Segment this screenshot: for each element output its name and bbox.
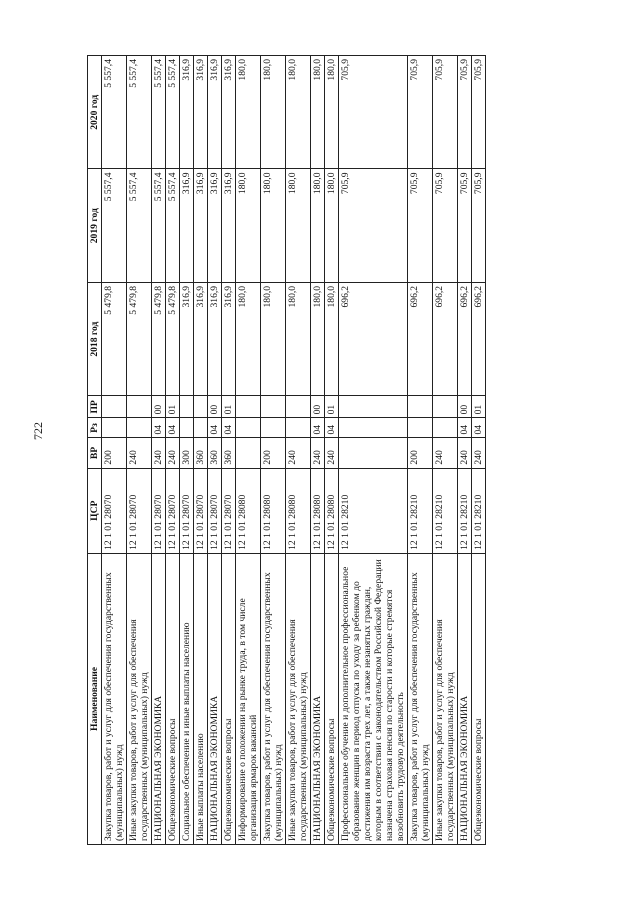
header-2018: 2018 год: [88, 282, 102, 395]
cell-name: Общеэкономические вопросы: [166, 553, 180, 844]
cell-pr: [433, 396, 458, 418]
cell-2020: 180,0: [325, 56, 339, 170]
table-row: [222, 56, 236, 845]
cell-2018: 316,9: [222, 282, 236, 395]
table-row: [102, 56, 127, 845]
cell-2020: 5 557,4: [152, 56, 166, 170]
table-row: [261, 56, 286, 845]
cell-name: Закупка товаров, работ и услуг для обеспечения государственных (муниципальных) нужд: [261, 553, 286, 844]
cell-2019: 5 557,4: [102, 169, 127, 282]
cell-rz: [102, 418, 127, 438]
cell-2020: 705,9: [433, 56, 458, 170]
cell-vr: 200: [408, 438, 433, 468]
cell-2020: 316,9: [194, 56, 208, 170]
cell-csr: 12 1 01 28070: [127, 468, 152, 553]
table-header-row: [88, 56, 102, 845]
cell-2020: 316,9: [208, 56, 222, 170]
table-row: [286, 56, 311, 845]
header-2020: 2020 год: [88, 56, 102, 170]
cell-name: Иные закупки товаров, работ и услуг для обеспечения государственных (муниципальных) нужд: [127, 553, 152, 844]
cell-name: Иные закупки товаров, работ и услуг для обеспечения государственных (муниципальных) нужд: [433, 553, 458, 844]
cell-rz: 04: [222, 418, 236, 438]
cell-2019: 5 557,4: [166, 169, 180, 282]
cell-2020: 180,0: [261, 56, 286, 170]
cell-pr: 01: [325, 396, 339, 418]
cell-pr: 01: [222, 396, 236, 418]
cell-2019: 180,0: [325, 169, 339, 282]
header-pr: ПР: [88, 396, 102, 418]
header-csr: ЦСР: [88, 468, 102, 553]
cell-vr: 240: [433, 438, 458, 468]
cell-2019: 316,9: [194, 169, 208, 282]
cell-pr: 00: [152, 396, 166, 418]
cell-2020: 180,0: [286, 56, 311, 170]
cell-csr: 12 1 01 28210: [458, 468, 472, 553]
cell-vr: 360: [194, 438, 208, 468]
table-row: [180, 56, 194, 845]
cell-pr: [194, 396, 208, 418]
cell-2020: 705,9: [408, 56, 433, 170]
cell-csr: 12 1 01 28070: [222, 468, 236, 553]
cell-name: Общеэкономические вопросы: [222, 553, 236, 844]
cell-2018: 696,2: [408, 282, 433, 395]
cell-vr: [339, 438, 408, 468]
cell-name: Общеэкономические вопросы: [325, 553, 339, 844]
table-row: [127, 56, 152, 845]
cell-2019: 5 557,4: [152, 169, 166, 282]
cell-csr: 12 1 01 28070: [180, 468, 194, 553]
cell-csr: 12 1 01 28070: [152, 468, 166, 553]
table-row: [194, 56, 208, 845]
cell-csr: 12 1 01 28080: [236, 468, 261, 553]
cell-csr: 12 1 01 28080: [325, 468, 339, 553]
table-row: [433, 56, 458, 845]
cell-2018: 5 479,8: [102, 282, 127, 395]
cell-2020: 5 557,4: [102, 56, 127, 170]
cell-name: Иные выплаты населению: [194, 553, 208, 844]
cell-rz: 04: [311, 418, 325, 438]
cell-csr: 12 1 01 28070: [194, 468, 208, 553]
cell-2019: 180,0: [236, 169, 261, 282]
table-row: [152, 56, 166, 845]
cell-2020: 5 557,4: [166, 56, 180, 170]
cell-2020: 705,9: [339, 56, 408, 170]
table-body: [102, 56, 486, 845]
cell-2018: 316,9: [194, 282, 208, 395]
table-row: [208, 56, 222, 845]
cell-2019: 705,9: [433, 169, 458, 282]
cell-vr: [236, 438, 261, 468]
cell-rz: [433, 418, 458, 438]
cell-2018: 316,9: [208, 282, 222, 395]
table-row: [166, 56, 180, 845]
cell-csr: 12 1 01 28210: [472, 468, 486, 553]
cell-rz: [286, 418, 311, 438]
cell-rz: [261, 418, 286, 438]
cell-pr: 01: [472, 396, 486, 418]
budget-table: [87, 55, 486, 845]
cell-vr: 200: [102, 438, 127, 468]
cell-2018: 696,2: [339, 282, 408, 395]
cell-rz: 04: [472, 418, 486, 438]
cell-rz: 04: [458, 418, 472, 438]
cell-vr: 240: [286, 438, 311, 468]
header-rz: Рз: [88, 418, 102, 438]
cell-2019: 316,9: [180, 169, 194, 282]
cell-csr: 12 1 01 28210: [339, 468, 408, 553]
cell-name: Информирование о положении на рынке труда, в том числе организация ярмарок вакансий: [236, 553, 261, 844]
cell-rz: [127, 418, 152, 438]
cell-2018: 180,0: [286, 282, 311, 395]
cell-2020: 316,9: [222, 56, 236, 170]
table-row: [408, 56, 433, 845]
cell-vr: 240: [166, 438, 180, 468]
cell-2019: 180,0: [286, 169, 311, 282]
cell-csr: 12 1 01 28070: [166, 468, 180, 553]
cell-2019: 5 557,4: [127, 169, 152, 282]
cell-2019: 180,0: [261, 169, 286, 282]
cell-rz: [408, 418, 433, 438]
cell-rz: [180, 418, 194, 438]
cell-2018: 180,0: [311, 282, 325, 395]
cell-2018: 696,2: [433, 282, 458, 395]
cell-pr: [261, 396, 286, 418]
cell-2020: 316,9: [180, 56, 194, 170]
page-number: 722: [31, 422, 45, 440]
cell-name: Социальное обеспечение и иные выплаты населению: [180, 553, 194, 844]
cell-name: НАЦИОНАЛЬНАЯ ЭКОНОМИКА: [208, 553, 222, 844]
cell-2019: 316,9: [208, 169, 222, 282]
cell-2019: 705,9: [408, 169, 433, 282]
cell-2018: 180,0: [236, 282, 261, 395]
cell-2018: 696,2: [458, 282, 472, 395]
cell-2018: 5 479,8: [152, 282, 166, 395]
cell-2018: 180,0: [325, 282, 339, 395]
cell-name: НАЦИОНАЛЬНАЯ ЭКОНОМИКА: [152, 553, 166, 844]
cell-name: Профессиональное обучение и дополнительное профессиональное образование женщин в период отпуска по уходу за ребенком до достижения им возраста трех лет, а также незанятых граждан, которым в соответствии с законодательством Российской Федерации назначена страховая пенсия по старости и которые стремятся возобновить трудовую деятельность: [339, 553, 408, 844]
cell-vr: 240: [152, 438, 166, 468]
cell-rz: 04: [152, 418, 166, 438]
table-row: [236, 56, 261, 845]
cell-name: Закупка товаров, работ и услуг для обеспечения государственных (муниципальных) нужд: [408, 553, 433, 844]
cell-csr: 12 1 01 28210: [408, 468, 433, 553]
cell-2019: 705,9: [339, 169, 408, 282]
cell-pr: [102, 396, 127, 418]
cell-2019: 705,9: [472, 169, 486, 282]
cell-2018: 5 479,8: [127, 282, 152, 395]
cell-pr: [180, 396, 194, 418]
cell-name: НАЦИОНАЛЬНАЯ ЭКОНОМИКА: [458, 553, 472, 844]
rotated-table-container: [87, 55, 562, 845]
header-2019: 2019 год: [88, 169, 102, 282]
cell-name: Закупка товаров, работ и услуг для обеспечения государственных (муниципальных) нужд: [102, 553, 127, 844]
cell-vr: 240: [458, 438, 472, 468]
cell-pr: [127, 396, 152, 418]
cell-2020: 180,0: [236, 56, 261, 170]
cell-2019: 180,0: [311, 169, 325, 282]
cell-rz: [194, 418, 208, 438]
cell-2018: 316,9: [180, 282, 194, 395]
table-row: [311, 56, 325, 845]
cell-rz: [236, 418, 261, 438]
cell-2020: 705,9: [458, 56, 472, 170]
cell-vr: 200: [261, 438, 286, 468]
table-row: [472, 56, 486, 845]
cell-vr: 240: [325, 438, 339, 468]
cell-name: НАЦИОНАЛЬНАЯ ЭКОНОМИКА: [311, 553, 325, 844]
cell-2018: 180,0: [261, 282, 286, 395]
cell-pr: [236, 396, 261, 418]
cell-pr: [408, 396, 433, 418]
cell-2020: 180,0: [311, 56, 325, 170]
cell-rz: 04: [208, 418, 222, 438]
cell-pr: 00: [311, 396, 325, 418]
cell-vr: 240: [472, 438, 486, 468]
cell-csr: 12 1 01 28070: [102, 468, 127, 553]
cell-vr: 360: [222, 438, 236, 468]
cell-rz: [339, 418, 408, 438]
cell-pr: [286, 396, 311, 418]
cell-2020: 5 557,4: [127, 56, 152, 170]
cell-rz: 04: [325, 418, 339, 438]
cell-name: Общеэкономические вопросы: [472, 553, 486, 844]
cell-pr: 01: [166, 396, 180, 418]
cell-2018: 696,2: [472, 282, 486, 395]
cell-2018: 5 479,8: [166, 282, 180, 395]
cell-pr: 00: [208, 396, 222, 418]
cell-csr: 12 1 01 28070: [208, 468, 222, 553]
cell-csr: 12 1 01 28210: [433, 468, 458, 553]
cell-csr: 12 1 01 28080: [311, 468, 325, 553]
cell-2019: 705,9: [458, 169, 472, 282]
cell-pr: [339, 396, 408, 418]
header-name: Наименование: [88, 553, 102, 844]
cell-pr: 00: [458, 396, 472, 418]
cell-vr: 300: [180, 438, 194, 468]
cell-vr: 240: [127, 438, 152, 468]
cell-rz: 04: [166, 418, 180, 438]
cell-2020: 705,9: [472, 56, 486, 170]
cell-csr: 12 1 01 28080: [286, 468, 311, 553]
cell-csr: 12 1 01 28080: [261, 468, 286, 553]
header-vr: ВР: [88, 438, 102, 468]
table-row: [458, 56, 472, 845]
table-row: [339, 56, 408, 845]
cell-2019: 316,9: [222, 169, 236, 282]
table-row: [325, 56, 339, 845]
cell-name: Иные закупки товаров, работ и услуг для обеспечения государственных (муниципальных) нужд: [286, 553, 311, 844]
cell-vr: 240: [311, 438, 325, 468]
cell-vr: 360: [208, 438, 222, 468]
